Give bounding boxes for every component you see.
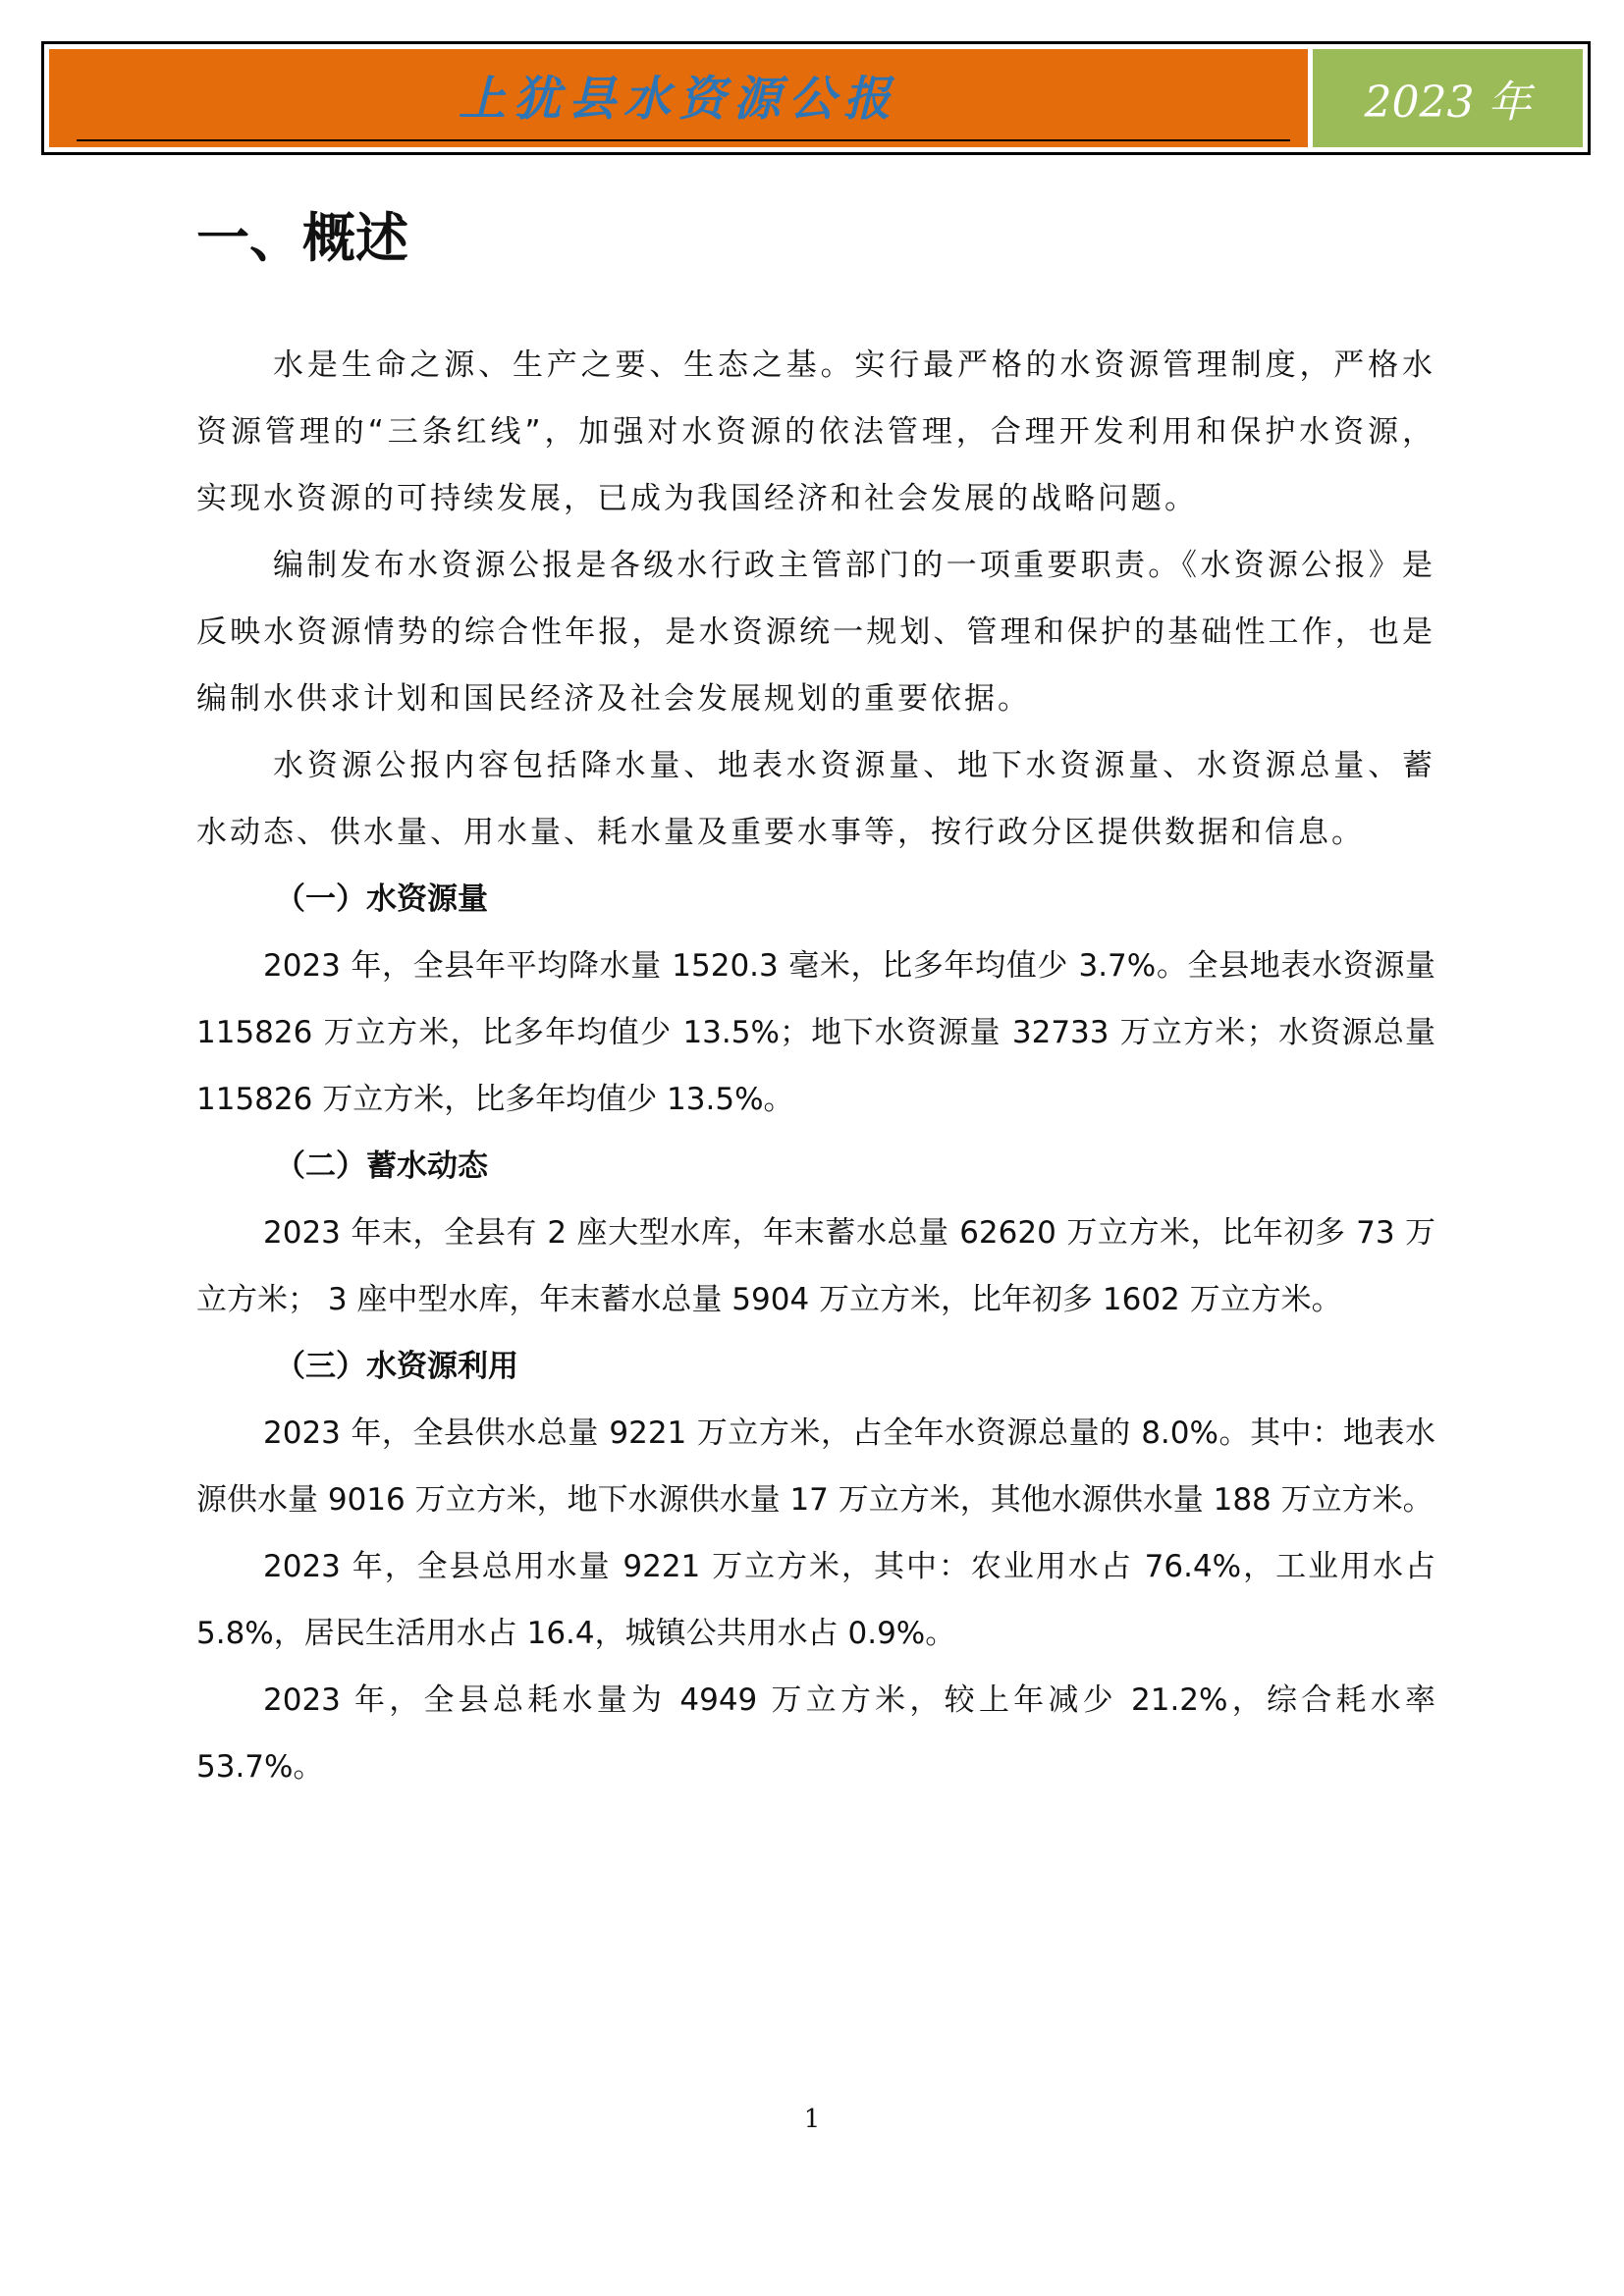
header-title-band: [49, 49, 1308, 147]
paragraph-intro-1: 水是生命之源、生产之要、生态之基。实行最严格的水资源管理制度，严格水资源管理的“三条红线”，加强对水资源的依法管理，合理开发利用和保护水资源，实现水资源的可持续发展，已成为我国经济和社会发展的战略问题。: [196, 347, 1435, 516]
subheading-utilization: （三）水资源利用: [275, 1349, 518, 1384]
report-header-banner: [41, 41, 1591, 155]
paragraph-usage: 2023 年，全县总用水量 9221 万立方米，其中：农业用水占 76.4%，工业用水占 5.8%，居民生活用水占 16.4，城镇公共用水占 0.9%。: [196, 1549, 1435, 1651]
header-underline: [77, 139, 1290, 141]
paragraph-storage: 2023 年末，全县有 2 座大型水库，年末蓄水总量 62620 万立方米，比年初多 73 万立方米； 3 座中型水库，年末蓄水总量 5904 万立方米，比年初多 1602 万立方米。: [196, 1215, 1435, 1317]
paragraph-supply: 2023 年，全县供水总量 9221 万立方米，占全年水资源总量的 8.0%。其中：地表水源供水量 9016 万立方米，地下水源供水量 17 万立方米，其他水源供水量 188 万立方米。: [196, 1415, 1435, 1518]
header-year-band: [1313, 49, 1583, 147]
paragraph-consumption: 2023 年，全县总耗水量为 4949 万立方米，较上年减少 21.2%，综合耗水率 53.7%。: [196, 1682, 1435, 1785]
report-body: [196, 332, 1435, 1800]
subheading-water-resources: （一）水资源量: [275, 881, 488, 917]
paragraph-intro-3: 水资源公报内容包括降水量、地表水资源量、地下水资源量、水资源总量、蓄水动态、供水量、用水量、耗水量及重要水事等，按行政分区提供数据和信息。: [196, 748, 1435, 850]
page-number: 1: [803, 2105, 821, 2134]
paragraph-water-resources: 2023 年，全县年平均降水量 1520.3 毫米，比多年均值少 3.7%。全县地表水资源量 115826 万立方米，比多年均值少 13.5%；地下水资源量 32733 万立方米；水资源总量 115826 万立方米，比多年均值少 13.5%。: [196, 948, 1435, 1117]
section-heading-overview: 一、概述: [196, 207, 408, 269]
report-year: 2023 年: [1364, 78, 1532, 128]
subheading-storage: （二）蓄水动态: [275, 1148, 488, 1184]
report-title: 上犹县水资源公报: [458, 72, 898, 127]
paragraph-intro-2: 编制发布水资源公报是各级水行政主管部门的一项重要职责。《水资源公报》是反映水资源情势的综合性年报，是水资源统一规划、管理和保护的基础性工作，也是编制水供求计划和国民经济及社会发展规划的重要依据。: [196, 548, 1435, 717]
